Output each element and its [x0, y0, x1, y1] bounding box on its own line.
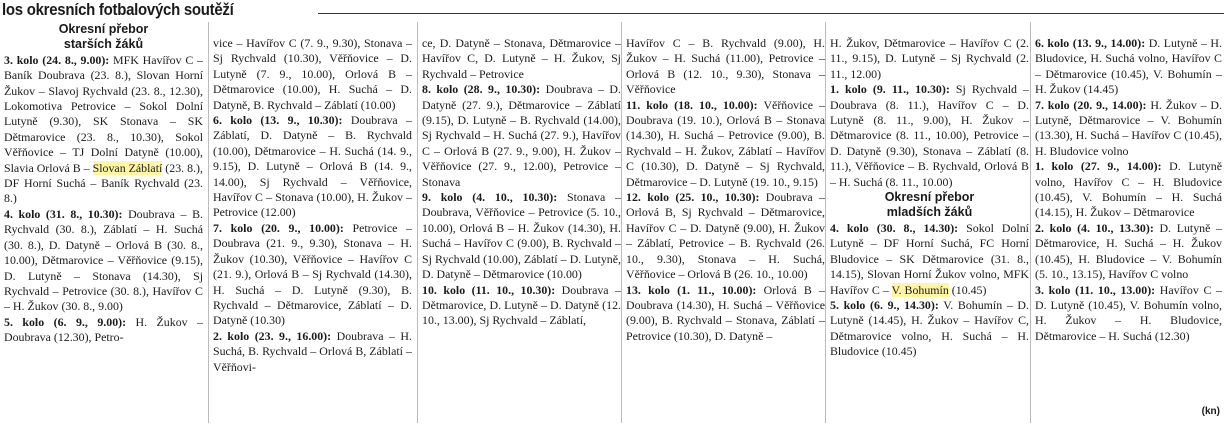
fixture-paragraph	[422, 283, 621, 329]
fixture-paragraph	[830, 82, 1029, 190]
round-label: 10. kolo (11. 10., 10.30):	[422, 282, 556, 297]
fixture-paragraph	[1035, 36, 1222, 98]
fixture-text: Věřňovice – Doubrava (19. 10.), Orlová B – Stonava (14.30), H. Suchá – Petrovice (9.00), B. Rychvald – H. Žukov, Záblatí – Havířov C (10.30), D. Datyně – Sj Rychvald, Dětmarovice – D. Lutyně (19. 10., 9.15)	[626, 97, 825, 189]
round-label: 8. kolo (28. 9., 10.30):	[422, 82, 541, 97]
text-column-3	[422, 22, 621, 425]
fixture-paragraph	[830, 36, 1029, 82]
fixture-paragraph	[626, 98, 825, 190]
round-label: 6. kolo (13. 9., 10.30):	[213, 113, 343, 128]
round-label: 11. kolo (18. 10., 10.00):	[626, 97, 758, 112]
column-divider	[621, 22, 622, 423]
article-header	[0, 0, 330, 22]
column-divider	[417, 22, 418, 423]
fixture-text: H. Žukov – Doubrava (12.30), Petro-	[4, 314, 203, 345]
round-label: 13. kolo (1. 11., 10.00):	[626, 282, 757, 297]
fixture-paragraph	[830, 221, 1029, 298]
fixture-text: Havířov C – B. Rychvald (9.00), H. Žukov – H. Suchá (11.00), Petrovice – Orlová B (12. 10., 9.30), Stonava – Věřňovice	[626, 36, 825, 97]
fixture-text: ce, D. Datyně – Stonava, Dětmarovice – Havířov C, D. Lutyně – H. Žukov, Sj Rychvald – Petrovice	[422, 36, 621, 81]
fixture-text: Doubrava – B. Rychvald (30. 8.), Záblatí – H. Suchá (30. 8.), D. Datyně – Orlová B (30. 8., 10.00), Dětmarovice – Věřňovice (9.15), D. Lutyně – Stonava (14.30), Sj Rychvald – Petrovice (30. 8.), Havířov C – H. Žukov (30. 8., 9.00)	[4, 206, 203, 314]
round-label: 9. kolo (4. 10., 10.30):	[422, 190, 558, 205]
fixture-text: Doubrava – H. Suchá, B. Rychvald – Orlová B, Záblatí – Věřňovi-	[213, 328, 412, 374]
fixture-paragraph	[626, 36, 825, 98]
fixture-paragraph	[626, 190, 825, 282]
fixture-text: D. Lutyně – H. Bludovice, H. Suchá volno, Havířov C – Dětmarovice (10.45), V. Bohumín – H. Žukov (14.45)	[1035, 36, 1222, 97]
fixture-text: vice – Havířov C (7. 9., 9.30), Stonava – Sj Rychvald (10.30), Věřňovice – D. Lutyně (7. 9., 10.00), Orlová B – Dětmarovice (10.00), H. Suchá – D. Datyně, B. Rychvald – Záblatí (10.00)	[213, 36, 412, 112]
round-label: 4. kolo (31. 8., 10.30):	[4, 206, 123, 221]
fixture-text: Orlová B – Doubrava (14.30), H. Suchá – Věřňovice (9.00), B. Rychvald – Stonava, Záblatí – Petrovice (10.30), D. Datyně –	[626, 282, 825, 343]
round-label: 5. kolo (6. 9., 14.30):	[830, 297, 939, 312]
fixture-text: (10.45)	[948, 282, 987, 297]
round-label: 7. kolo (20. 9., 10.00):	[213, 220, 344, 235]
header-rule	[318, 13, 1224, 14]
fixture-text: Havířov C – D. Lutyně (10.45), V. Bohumín volno, H. Žukov – H. Bludovice, Dětmarovice – H. Suchá (12.30)	[1035, 282, 1222, 343]
fixture-text: Doubrava – D. Datyně (27. 9.), Dětmarovice – Záblatí (9.15), D. Lutyně – B. Rychvald (14.00), Sj Rychvald – H. Suchá (27. 9.), Havířov C – Orlová B (27. 9., 9.00), H. Žukov – Věřňovice (27. 9., 12.00), Petrovice – Stonava	[422, 82, 621, 189]
fixture-paragraph	[1035, 98, 1222, 160]
fixture-text: V. Bohumín – D. Lutyně (14.45), H. Žukov – Havířov C, Dětmarovice volno, H. Suchá – H. Bludovice (10.45)	[830, 297, 1029, 359]
round-label: 6. kolo (13. 9., 14.00):	[1035, 36, 1146, 50]
fixture-paragraph	[1035, 159, 1222, 221]
text-column-1	[4, 22, 203, 425]
fixture-text: H. Žukov – D. Lutyně, Dětmarovice – V. Bohumín (13.30), H. Suchá – Havířov C (10.45), H. Bludovice volno	[1035, 97, 1222, 158]
round-label: 3. kolo (11. 10., 13.00):	[1035, 282, 1156, 297]
fixture-paragraph	[213, 329, 412, 375]
fixture-text: Sokol Dolní Lutyně – DF Horní Suchá, FC Horní Bludovice – SK Dětmarovice (31. 8., 14.15), Slovan Horní Žukov volno, MFK Havířov C –	[830, 220, 1029, 297]
round-label: 1. kolo (9. 11., 10.30):	[830, 82, 950, 97]
round-label: 5. kolo (6. 9., 9.00):	[4, 314, 127, 329]
fixture-paragraph	[626, 283, 825, 345]
section-heading: mladších žáků	[886, 205, 973, 220]
author-credit: (kn)	[1201, 406, 1220, 417]
highlighted-team: Slovan Záblatí	[92, 160, 163, 175]
fixture-paragraph	[4, 315, 203, 346]
fixture-text: D. Lutyně – Dětmarovice, H. Suchá – H. Žukov (10.45), H. Bludovice – V. Bohumín (5. 10., 13.15), Havířov C volno	[1035, 220, 1222, 282]
fixture-paragraph	[4, 53, 203, 207]
fixture-text: Doubrava – Dětmarovice, D. Lutyně – D. Datyně (12. 10., 13.00), Sj Rychvald – Záblatí,	[422, 282, 621, 328]
fixture-text: (23. 8.), DF Horní Suchá – Baník Rychvald (23. 8.)	[4, 160, 203, 206]
fixture-text: H. Žukov, Dětmarovice – Havířov C (2. 11., 9.15), D. Lutyně – Sj Rychvald (2. 11., 12.00)	[830, 36, 1029, 81]
article-title: los okresních fotbalových soutěží	[2, 0, 234, 19]
fixture-paragraph	[213, 36, 412, 113]
fixture-paragraph	[213, 221, 412, 329]
fixture-text: Sj Rychvald – Doubrava (8. 11.), Havířov C – D. Lutyně (8. 11., 9.00), H. Žukov – Dětmarovice (8. 11., 10.00), Petrovice – D. Datyně (9.30), Stonava – Záblatí (8. 11.), Věřňovice – B. Rychvald, Orlová B – H. Suchá (8. 11., 10.00)	[830, 82, 1029, 189]
section-heading: Okresní přebor	[58, 22, 149, 36]
fixture-paragraph	[1035, 221, 1222, 283]
fixture-paragraph	[422, 36, 621, 82]
column-divider	[1030, 22, 1031, 423]
fixture-paragraph	[1035, 283, 1222, 345]
round-label: 4. kolo (30. 8., 14.30):	[830, 220, 959, 235]
text-column-2	[213, 22, 412, 425]
column-divider	[825, 22, 826, 423]
fixture-paragraph	[4, 207, 203, 315]
text-column-4	[626, 22, 825, 425]
round-label: 7. kolo (20. 9., 14.00):	[1035, 97, 1147, 112]
fixture-text: MFK Havířov C – Baník Doubrava (23. 8.), Slovan Horní Žukov – Slavoj Rychvald (23. 8., 12.30), Lokomotiva Petrovice – Sokol Dolní Lutyně (9.30), SK Stonava – SK Dětmarovice (23. 8., 10.30), Sokol Věřňovice – TJ Dolní Datyně (10.00), Slavia Orlová B –	[4, 52, 203, 175]
fixture-paragraph	[422, 82, 621, 190]
round-label: 2. kolo (4. 10., 13.30):	[1035, 220, 1154, 235]
round-label: 2. kolo (23. 9., 16.00):	[213, 328, 332, 343]
fixture-paragraph	[213, 113, 412, 221]
round-label: 1. kolo (27. 9., 14.00):	[1035, 159, 1162, 174]
round-label: 12. kolo (25. 10., 10.30):	[626, 190, 760, 205]
fixture-text: Doubrava – Záblatí, D. Datyně – B. Rychvald (10.00), Dětmarovice – H. Suchá (14. 9., 9.15), D. Lutyně – Orlová B (14. 9., 14.00), Sj Rychvald – Věřňovice, Havířov C – Stonava (10.00), H. Žukov – Petrovice (12.00)	[213, 113, 412, 220]
fixture-paragraph	[830, 298, 1029, 360]
highlighted-team: V. Bohumín	[891, 282, 949, 297]
fixture-text: D. Lutyně volno, Havířov C – H. Bludovice (10.45), V. Bohumín – H. Suchá (14.15), H. Žukov – Dětmarovice	[1035, 159, 1222, 220]
round-label: 3. kolo (24. 8., 9.00):	[4, 52, 110, 67]
section-heading: starších žáků	[63, 37, 144, 52]
column-divider	[208, 22, 209, 423]
text-column-5	[830, 22, 1029, 425]
fixture-text: Doubrava – Orlová B, Sj Rychvald – Dětmarovice, Havířov C – D. Datyně (9.00), H. Žukov – Záblatí, Petrovice – B. Rychvald (26. 10., 9.30), Stonava – H. Suchá, Věřňovice – Orlová B (26. 10., 10.00)	[626, 190, 825, 282]
fixture-text: Stonava – Doubrava, Věřňovice – Petrovice (5. 10., 10.00), Orlová B – H. Žukov (14.30), H. Suchá – Havířov C (9.00), B. Rychvald – Sj Rychvald (10.00), Záblatí – D. Lutyně, D. Datyně – Dětmarovice (10.00)	[422, 190, 621, 282]
fixture-paragraph	[422, 190, 621, 282]
text-column-6	[1035, 22, 1222, 425]
section-heading: Okresní přebor	[884, 190, 975, 205]
fixture-text: Petrovice – Doubrava (21. 9., 9.30), Stonava – H. Žukov (10.30), Věřňovice – Havířov C (21. 9.), Orlová B – Sj Rychvald (14.30), H. Suchá – D. Lutyně (9.30), B. Rychvald – Dětmarovice, Záblatí – D. Datyně (10.30)	[213, 220, 412, 328]
